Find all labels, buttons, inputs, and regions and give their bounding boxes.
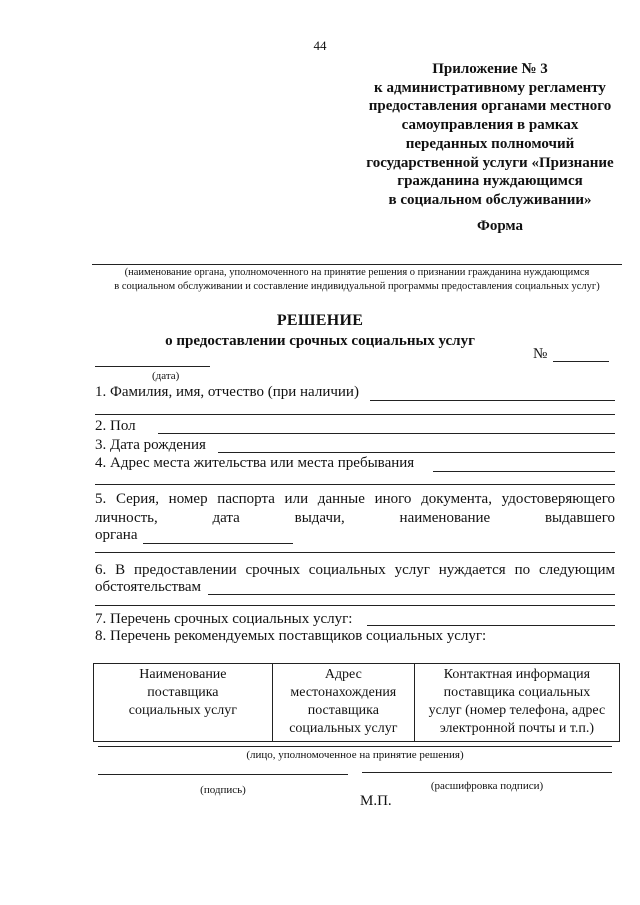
date-line[interactable] [95,366,210,367]
appendix-line: государственной услуги «Признание [366,154,614,171]
signatory-caption: (лицо, уполномоченное на принятие решения) [246,749,464,761]
field-circumstances-line2: обстоятельствам [95,579,202,595]
appendix-line: самоуправления в рамках [401,117,579,134]
field-passport-line2: личность, дата выдачи, наименование выдавшего [95,510,615,526]
header-line: поставщика [147,685,219,700]
sex-line[interactable] [158,433,615,434]
page-number: 44 [313,38,327,53]
field-address-label: 4. Адрес места жительства или места пребывания [95,455,415,471]
header-line: поставщика социальных [443,685,591,700]
passport-line-2[interactable] [95,552,615,553]
document-title: РЕШЕНИЕ [276,312,364,329]
appendix-line: гражданина нуждающимся [397,173,583,190]
field-passport-line3: органа [95,527,138,543]
organ-caption-line: в социальном обслуживании и составление индивидуальной программы предоставления социальных услуг) [114,281,600,292]
full-name-line[interactable] [370,400,615,401]
birth-date-line[interactable] [218,452,615,453]
organ-name-line[interactable] [92,264,622,265]
field-providers-label: 8. Перечень рекомендуемых поставщиков социальных услуг: [95,628,487,644]
form-label: Форма [476,218,524,234]
appendix-header [350,60,630,210]
header-line: поставщика [307,703,379,718]
document-subtitle: о предоставлении срочных социальных услуг [165,333,475,349]
field-sex-label: 2. Пол [95,418,136,434]
header-line: Контактная информация [443,667,591,682]
appendix-line: предоставления органами местного [368,98,612,115]
address-line-2[interactable] [95,484,615,485]
date-caption: (дата) [152,370,180,382]
field-services-label: 7. Перечень срочных социальных услуг: [95,611,353,627]
header-line: социальных услуг [128,703,238,718]
appendix-line: в социальном обслуживании» [388,191,592,208]
signature-decode-line[interactable] [362,772,612,773]
seal-placeholder: М.П. [360,793,392,809]
column-header-provider-address [272,664,414,742]
signature-decode-caption: (расшифровка подписи) [430,780,544,792]
column-header-provider-contacts [414,664,619,742]
header-line: электронной почты и т.п.) [439,721,595,736]
passport-line[interactable] [143,543,293,544]
field-birth-date-label: 3. Дата рождения [95,437,206,453]
signatory-line[interactable] [98,746,612,747]
header-line: услуг (номер телефона, адрес [428,703,606,718]
appendix-line: к административному регламенту [374,79,606,96]
services-line[interactable] [367,625,615,626]
appendix-line: переданных полномочий [405,135,575,152]
column-header-provider-name [94,664,273,742]
header-line: Адрес [324,667,362,682]
field-full-name-label: 1. Фамилия, имя, отчество (при наличии) [95,384,359,400]
providers-table [93,663,620,742]
organ-caption-line: (наименование органа, уполномоченного на принятие решения о признании гражданина нуждающимся [124,267,590,278]
number-line[interactable] [553,361,609,362]
signature-caption: (подпись) [200,784,246,796]
address-line[interactable] [433,471,615,472]
header-line: социальных услуг [289,721,398,736]
signature-line[interactable] [98,774,348,775]
circumstances-line[interactable] [208,594,615,595]
organ-caption [92,266,622,294]
circumstances-line-2[interactable] [95,605,615,606]
field-passport-line1: 5. Серия, номер паспорта или данные иного документа, удостоверяющего [95,491,615,507]
header-line: местонахождения [290,685,397,700]
number-sign: № [533,346,548,362]
full-name-line-2[interactable] [95,414,615,415]
field-circumstances-line1: 6. В предоставлении срочных социальных услуг нуждается по следующим [95,562,615,578]
header-line: Наименование [139,667,227,682]
appendix-line: Приложение № 3 [432,61,548,77]
